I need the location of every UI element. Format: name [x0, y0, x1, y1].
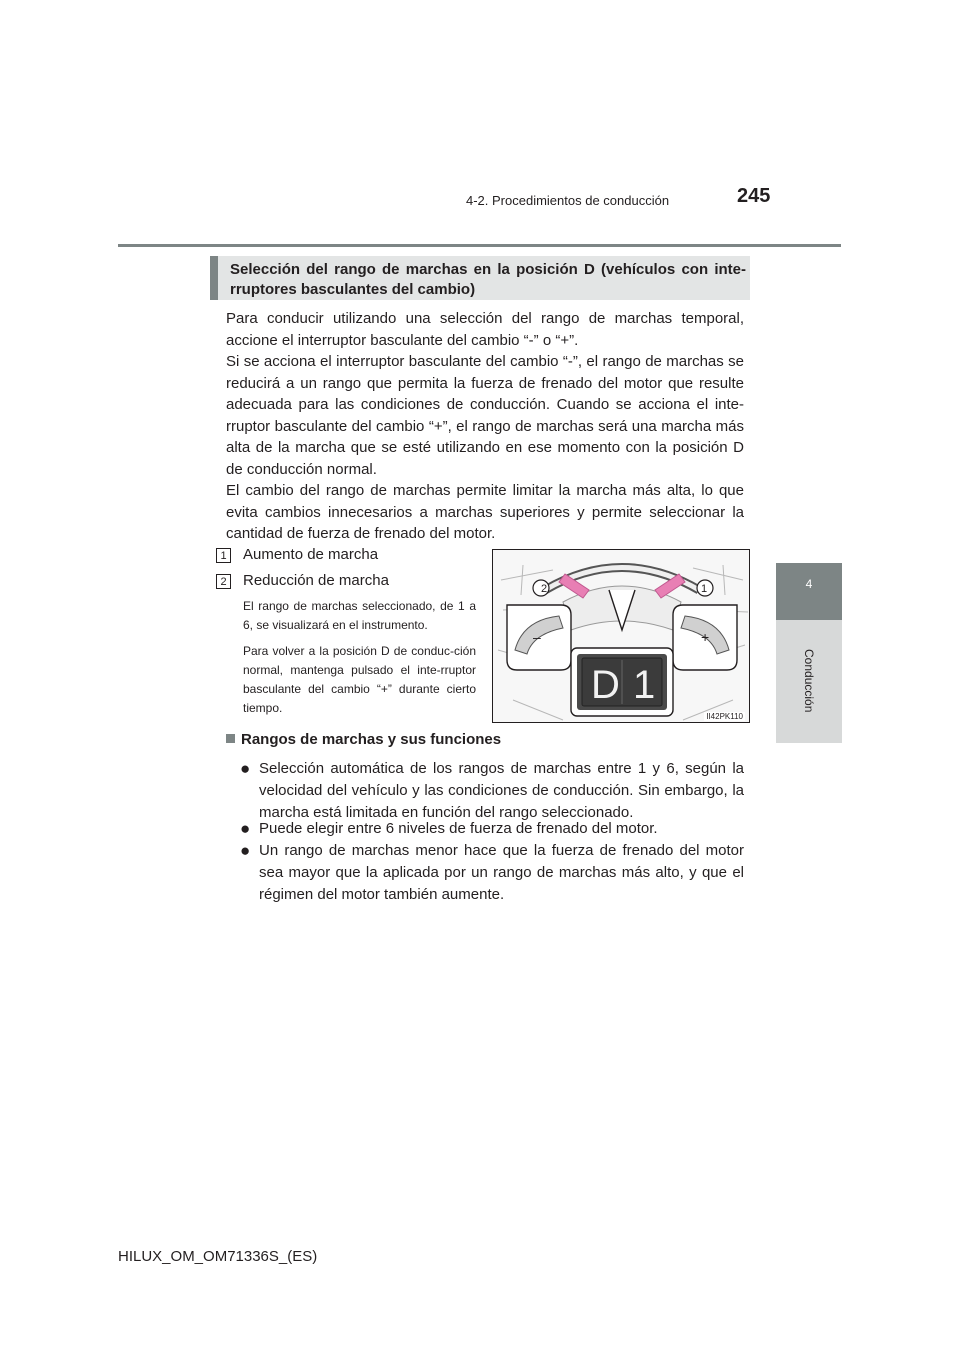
- list-item-text: Selección automática de los rangos de marchas entre 1 y 6, según la velocidad del vehículo y las condiciones de conducción. Sin embargo, la marcha está limitada en función del rango seleccionado.: [259, 760, 744, 821]
- subsection-heading: [226, 731, 501, 748]
- gear-letter: D: [591, 663, 620, 707]
- square-bullet-icon: [226, 734, 235, 743]
- paragraph-intro: Para conducir utilizando una selección del rango de marchas temporal, accione el interruptor basculante del cambio “-” o “+”.: [226, 310, 744, 349]
- figure-code: II42PK110: [706, 712, 743, 721]
- header-divider: [118, 244, 841, 247]
- callout-label-2: Reducción de marcha: [243, 572, 389, 589]
- callout-label-1: Aumento de marcha: [243, 546, 379, 563]
- plus-label: +: [701, 629, 710, 645]
- subsection-title: Rangos de marchas y sus funciones: [241, 731, 502, 748]
- footer-doc-id: HILUX_OM_OM71336S_(ES): [118, 1248, 318, 1265]
- bullet-icon: ●: [240, 819, 251, 838]
- marker-1-text: 1: [701, 583, 708, 595]
- marker-2-text: 2: [541, 583, 548, 595]
- header-section-title: 4-2. Procedimientos de conducción: [466, 193, 670, 208]
- minus-label: –: [533, 629, 541, 645]
- illustration-drawing: [493, 550, 750, 723]
- bullet-icon: ●: [240, 759, 251, 778]
- section-heading-box: [210, 256, 750, 300]
- list-item-text: Un rango de marchas menor hace que la fuerza de frenado del motor sea mayor que la aplicada por un rango de marchas más alto, y que el régimen del motor también aumente.: [259, 842, 744, 903]
- paddle-shift-illustration: [492, 549, 750, 723]
- bullet-icon: ●: [240, 841, 251, 860]
- note-return-d: Para volver a la posición D de conduc-ción normal, mantenga pulsado el inte-rruptor basculante del cambio “+” durante cierto tiempo.: [243, 644, 476, 715]
- callout-number-2: 2: [216, 574, 231, 589]
- note-gear-display: El rango de marchas seleccionado, de 1 a 6, se visualizará en el instrumento.: [243, 599, 476, 632]
- page-number: 245: [737, 185, 771, 207]
- paragraph-downshift-upshift: Si se acciona el interruptor basculante del cambio “-”, el rango de marchas se reducirá a un rango que permita la fuerza de frenado del motor que resulte adecuada para las condiciones de conducción. Cuando se acciona el inte-rruptor basculante del cambio “+”, el rango de marchas será una marcha más alta de la marcha que se esté utilizando en ese momento con la posición D de conducción normal.: [226, 353, 744, 478]
- gear-number: 1: [633, 663, 656, 707]
- chapter-tab: [776, 563, 842, 620]
- chapter-number: 4: [805, 577, 813, 591]
- paragraph-range-limit: El cambio del rango de marchas permite limitar la marcha más alta, lo que evita cambios innecesarios a marchas superiores y permite seleccionar la cantidad de fuerza de frenado del motor.: [226, 482, 744, 542]
- callout-number-1: 1: [216, 548, 231, 563]
- chapter-label: Conducción: [802, 649, 816, 713]
- list-item-text: Puede elegir entre 6 niveles de fuerza de frenado del motor.: [259, 820, 658, 837]
- section-heading: Selección del rango de marchas en la posición D (vehículos con inte-rruptores basculantes del cambio): [230, 261, 746, 298]
